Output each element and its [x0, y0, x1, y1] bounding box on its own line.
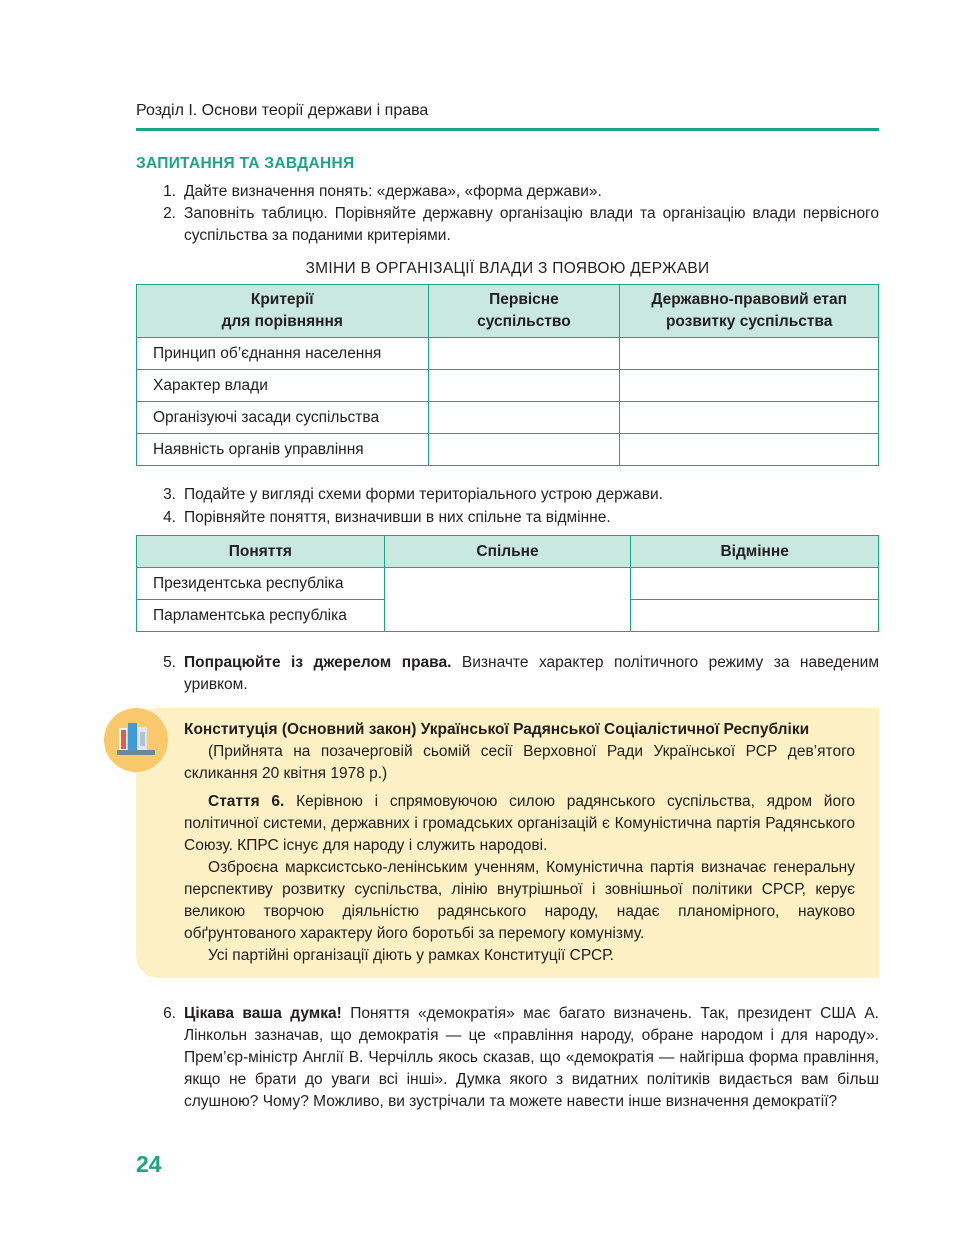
- empty-cell: [620, 402, 879, 434]
- empty-cell: [631, 568, 879, 600]
- question-number: 4.: [163, 509, 176, 526]
- row-concept: Парламентська республіка: [137, 600, 385, 632]
- books-icon: [104, 708, 168, 772]
- empty-cell: [428, 370, 620, 402]
- question-2: [160, 203, 879, 247]
- comparison-table-republics: [136, 535, 879, 632]
- question-text: Заповніть таблицю. Порівняйте державну організацію влади та організацію влади первісного суспільства за поданими критеріями.: [184, 205, 879, 244]
- comparison-table-power: [136, 284, 879, 466]
- empty-cell: [631, 600, 879, 632]
- question-text: Подайте у вигляді схеми форми територіального устрою держави.: [184, 486, 663, 503]
- header-line: для порівняння: [221, 313, 343, 330]
- question-1: [160, 181, 879, 203]
- header-line: розвитку суспільства: [665, 313, 833, 330]
- empty-cell: [428, 402, 620, 434]
- table-row: [137, 338, 879, 370]
- column-header: Відмінне: [631, 536, 879, 568]
- column-header: Поняття: [137, 536, 385, 568]
- question-text: Поняття «демократія» має багато визначень. Так, президент США А. Лінкольн зазначав, що демократія — це «правління народу, обране народом і для народу». Прем’єр-міністр Англії В. Черчілль якось сказав, що «демократія — найгірша форма правління, якщо не брати до уваги всі інші». Думка якого з видатних політиків видається вам більш слушною? Чому? Можливо, ви зустрічали та можете навести інше визначення демократії?: [184, 1005, 879, 1110]
- empty-cell: [620, 338, 879, 370]
- header-line: Державно-правовий етап: [651, 291, 847, 308]
- row-criterion: Принцип об’єднання населення: [137, 338, 429, 370]
- header-divider: [136, 128, 879, 131]
- row-concept: Президентська республіка: [137, 568, 385, 600]
- question-text: Дайте визначення понять: «держава», «форма держави».: [184, 183, 602, 200]
- source-title: Конституція (Основний закон) Української Радянської Соціалістичної Республіки: [184, 721, 810, 738]
- source-paragraph: Усі партійні організації діють у рамках Конституції СРСР.: [208, 947, 614, 964]
- table-header-row: [137, 285, 879, 338]
- books-icon-graphic: [104, 708, 168, 772]
- question-text: Порівняйте поняття, визначивши в них спільне та відмінне.: [184, 509, 611, 526]
- empty-cell: [620, 370, 879, 402]
- section-title: ЗАПИТАННЯ ТА ЗАВДАННЯ: [136, 155, 355, 172]
- table-row: [137, 402, 879, 434]
- table-header-row: [137, 536, 879, 568]
- question-3: [160, 484, 879, 506]
- table-row: [137, 568, 879, 600]
- article-text: Керівною і спрямовуючою силою радянського суспільства, ядром його політичної системи, державних і громадських організацій є Комуністична партія Радянського Союзу. КПРС існує для народу і служить народові.: [184, 793, 855, 854]
- question-5: [160, 652, 879, 696]
- row-criterion: Характер влади: [137, 370, 429, 402]
- column-header: [137, 285, 429, 338]
- source-subtitle: (Прийнята на позачерговій сьомій сесії Верховної Ради Української РСР дев’ятого скликання 20 квітня 1978 р.): [184, 743, 855, 782]
- question-text: Визначте характер політичного режиму за наведеним уривком.: [184, 654, 879, 693]
- empty-cell: [428, 434, 620, 466]
- source-article: [184, 791, 855, 857]
- question-number: 6.: [163, 1005, 176, 1022]
- article-label: Стаття 6.: [208, 793, 285, 810]
- table-row: [137, 434, 879, 466]
- source-paragraph: Озброєна марксистсько-ленінським ученням, Комуністична партія визначає генеральну перспективу розвитку суспільства, лінію внутрішньої і зовнішньої політики СРСР, керує великою творчою діяльністю радянського народу, надає планомірного, науково обґрунтованого характеру його боротьбі за перемогу комунізму.: [184, 859, 855, 942]
- question-lead: Попрацюйте із джерелом права.: [184, 654, 452, 671]
- question-number: 1.: [163, 183, 176, 200]
- empty-cell: [384, 568, 631, 632]
- header-line: Первісне: [489, 291, 559, 308]
- header-line: Критерії: [250, 291, 314, 308]
- question-lead: Цікава ваша думка!: [184, 1005, 342, 1022]
- column-header: [620, 285, 879, 338]
- running-header: Розділ І. Основи теорії держави і права: [136, 102, 429, 119]
- question-number: 2.: [163, 205, 176, 222]
- page-number: 24: [136, 1151, 162, 1177]
- question-6: [160, 1003, 879, 1113]
- table-row: [137, 370, 879, 402]
- column-header: Спільне: [384, 536, 631, 568]
- table-caption: ЗМІНИ В ОРГАНІЗАЦІЇ ВЛАДИ З ПОЯВОЮ ДЕРЖАВИ: [305, 260, 710, 277]
- empty-cell: [428, 338, 620, 370]
- row-criterion: Наявність органів управління: [137, 434, 429, 466]
- question-number: 3.: [163, 486, 176, 503]
- row-criterion: Організуючі засади суспільства: [137, 402, 429, 434]
- question-number: 5.: [163, 654, 176, 671]
- empty-cell: [620, 434, 879, 466]
- question-4: [160, 507, 879, 529]
- header-line: суспільство: [477, 313, 571, 330]
- column-header: [428, 285, 620, 338]
